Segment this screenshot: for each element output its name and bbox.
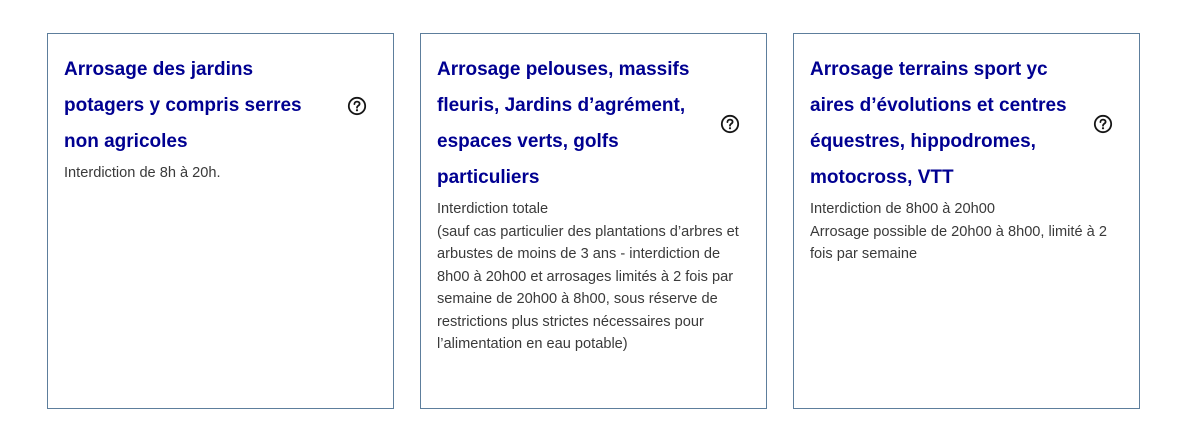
help-circle-icon[interactable] [1093,114,1113,134]
card-header [421,34,766,196]
help-circle-icon[interactable] [347,96,367,116]
card-description: Interdiction totale (sauf cas particulier des plantations d’arbres et arbustes de moins de 3 ans - interdiction de 8h00 à 20h00 et arrosages limités à 2 fois par semaine de 20h00 à 8h00, sous réserve de restrictions plus strictes nécessaires pour l’alimentation en eau potable) [437,201,739,352]
card-description: Interdiction de 8h à 20h. [64,165,221,181]
restriction-card-pelouses-massifs [420,33,767,409]
card-title: Arrosage pelouses, massifs fleuris, Jardins d’agrément, espaces verts, golfs particuliers [437,59,690,188]
card-header [794,34,1139,196]
card-description: Interdiction de 8h00 à 20h00 Arrosage possible de 20h00 à 8h00, limité à 2 fois par semaine [810,201,1107,262]
card-header [48,34,393,160]
restriction-card-terrains-sport [793,33,1140,409]
help-circle-icon[interactable] [720,114,740,134]
restriction-card-jardins-potagers [47,33,394,409]
card-title: Arrosage terrains sport yc aires d’évolutions et centres équestres, hippodromes, motocross, VTT [810,59,1067,188]
card-title: Arrosage des jardins potagers y compris serres non agricoles [64,59,302,152]
